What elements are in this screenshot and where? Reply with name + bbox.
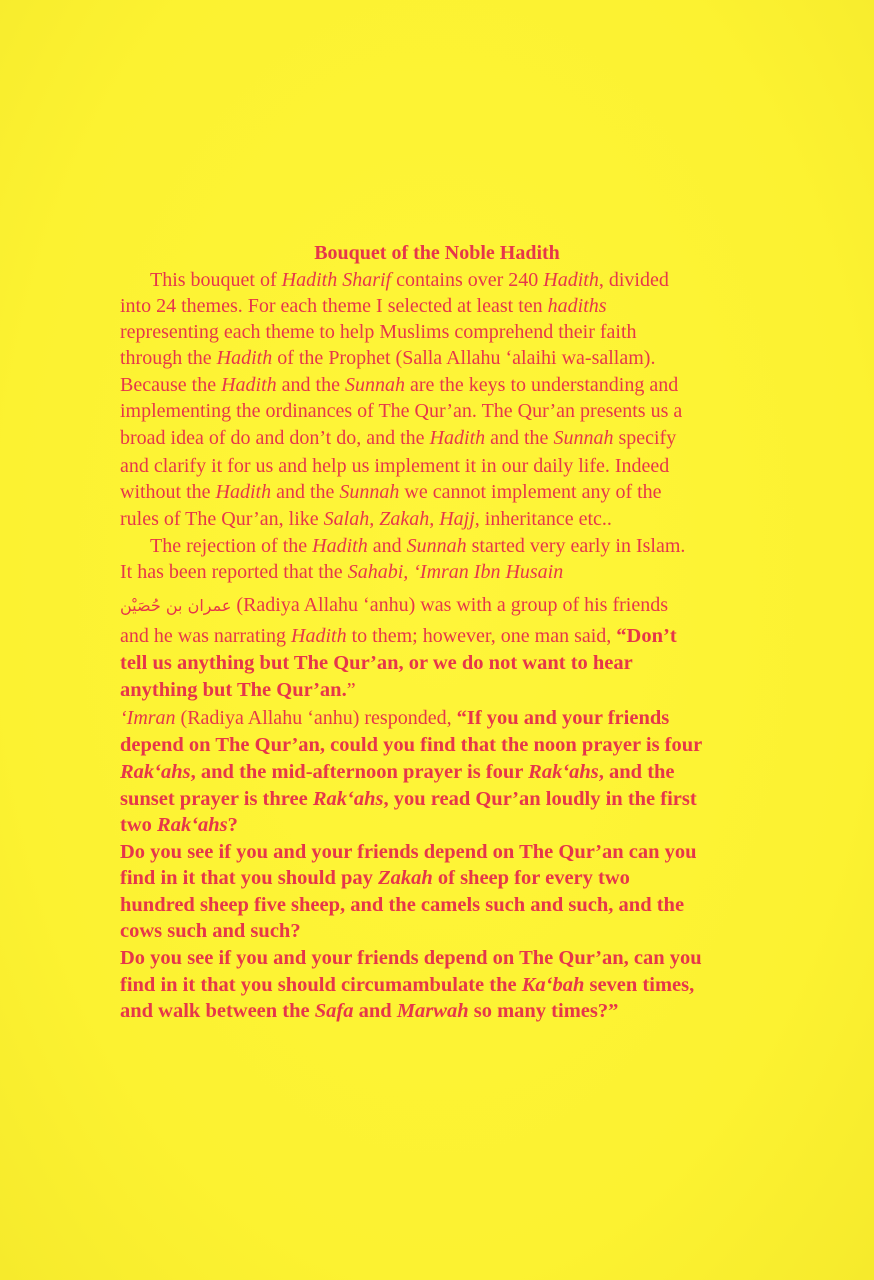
text-run: are the keys to understanding and (404, 374, 679, 396)
text-run: “If you and your friends (456, 707, 670, 729)
text-run: “Don’t (616, 625, 677, 647)
text-line (120, 346, 655, 370)
text-run: Hadith (429, 427, 486, 449)
text-run: Sunnah (553, 427, 614, 449)
text-run: and the (485, 427, 554, 449)
text-line (120, 399, 682, 423)
text-run: seven times, (584, 974, 695, 996)
text-run: implementing the ordinances of The Qur’an. The Qur’an presents us a (120, 400, 683, 422)
text-line (120, 946, 702, 970)
text-run: Zakah (378, 867, 433, 889)
text-run: Rak‘ahs (312, 788, 384, 810)
text-run: Hadith (221, 374, 277, 396)
text-line (150, 534, 685, 558)
text-run: Marwah (396, 1000, 469, 1022)
text-run: hundred sheep five sheep, and the camels such and such, and the (120, 894, 685, 916)
text-run: Salah, Zakah, Hajj (323, 508, 475, 530)
text-line (120, 813, 238, 837)
text-run: rules of The Qur’an, like (120, 508, 324, 530)
text-run: and the (276, 374, 345, 396)
text-run: Hadith (216, 347, 273, 369)
text-run: sunset prayer is three (120, 788, 313, 810)
text-line (120, 454, 669, 478)
text-run: hadiths (547, 295, 607, 317)
text-run: find in it that you should circumambulate the (120, 974, 522, 996)
text-run: broad idea of do and don’t do, and the (120, 427, 430, 449)
text-run: Rak‘ahs (120, 761, 191, 783)
text-run: Do you see if you and your friends depend on The Qur’an, can you (120, 947, 702, 969)
text-line (120, 593, 668, 618)
text-run: Do you see if you and your friends depend on The Qur’an can you (120, 841, 697, 863)
text-run: Sahabi, ‘Imran Ibn Husain (347, 561, 564, 583)
text-run: , divided (598, 269, 669, 291)
text-line (120, 373, 678, 397)
text-run: Safa (314, 1000, 354, 1022)
text-run: , you read Qur’an loudly in the first (383, 788, 697, 810)
text-run: without the (120, 481, 216, 503)
text-run: The rejection of the (150, 535, 313, 557)
text-run: , and the (598, 761, 675, 783)
text-line (120, 678, 356, 702)
text-line (120, 787, 697, 811)
text-run: Hadith (543, 269, 599, 291)
arabic-name: عمران بن حُصَيْن (120, 596, 232, 615)
text-run: It has been reported that the (120, 561, 348, 583)
text-run: specify (613, 427, 677, 449)
text-line (120, 507, 612, 531)
text-run: (Radiya Allahu ‘anhu) was with a group of his friends (231, 594, 668, 616)
text-line (120, 999, 618, 1023)
text-line (120, 760, 675, 784)
text-line (120, 294, 607, 318)
text-run: of sheep for every two (432, 867, 630, 889)
text-run: through the (120, 347, 217, 369)
text-run: of the Prophet (Salla Allahu ‘alaihi wa-sallam). (272, 347, 656, 369)
text-line (150, 268, 669, 292)
text-run: Sunnah (344, 374, 405, 396)
text-run: two (120, 814, 158, 836)
text-run: (Radiya Allahu ‘anhu) responded, (175, 707, 457, 729)
text-run: Hadith (312, 535, 368, 557)
text-run: and (353, 1000, 397, 1022)
text-run: Sunnah (339, 481, 400, 503)
text-run: , and the mid-afternoon prayer is four (190, 761, 529, 783)
text-run: ? (227, 814, 238, 836)
text-run: find in it that you should pay (120, 867, 379, 889)
text-line (120, 480, 662, 504)
text-run: and (367, 535, 407, 557)
text-run: and clarify it for us and help us implement it in our daily life. Indeed (120, 455, 670, 477)
text-run: started very early in Islam. (466, 535, 686, 557)
cover-title: Bouquet of the Noble Hadith (314, 242, 560, 264)
text-run: Ka‘bah (521, 974, 585, 996)
text-run: Sunnah (406, 535, 467, 557)
text-run: ‘Imran (120, 707, 176, 729)
text-run: Because the (120, 374, 222, 396)
text-run: and walk between the (120, 1000, 315, 1022)
text-run: Hadith (291, 625, 347, 647)
text-line (120, 733, 702, 757)
text-run: ” (346, 679, 356, 701)
text-run: depend on The Qur’an, could you find that the noon prayer is four (120, 734, 703, 756)
text-line (120, 426, 676, 450)
text-run: anything but The Qur’an. (120, 679, 347, 701)
text-run: contains over 240 (391, 269, 544, 291)
text-run: and he was narrating (120, 625, 292, 647)
text-run: Hadith (215, 481, 272, 503)
text-line (120, 560, 563, 584)
text-line (120, 866, 630, 890)
text-line (120, 973, 694, 997)
text-run: , inheritance etc.. (474, 508, 612, 530)
text-run: and the (271, 481, 340, 503)
text-run: representing each theme to help Muslims comprehend their faith (120, 321, 637, 343)
text-run: cows such and such? (120, 920, 301, 942)
text-run: Hadith Sharif (281, 269, 392, 291)
text-line (120, 840, 697, 864)
text-line (120, 651, 633, 675)
text-run: This bouquet of (150, 269, 282, 291)
text-line (120, 706, 669, 730)
text-run: to them; however, one man said, (346, 625, 617, 647)
text-run: we cannot implement any of the (399, 481, 662, 503)
text-line (120, 320, 637, 344)
text-run: tell us anything but The Qur’an, or we do not want to hear (120, 652, 633, 674)
text-line (120, 919, 301, 943)
text-run: so many times?” (468, 1000, 619, 1022)
text-run: Rak‘ahs (528, 761, 599, 783)
text-run: Rak‘ahs (157, 814, 228, 836)
text-line (120, 624, 677, 648)
text-run: into 24 themes. For each theme I selected at least ten (120, 295, 548, 317)
text-line (120, 893, 684, 917)
